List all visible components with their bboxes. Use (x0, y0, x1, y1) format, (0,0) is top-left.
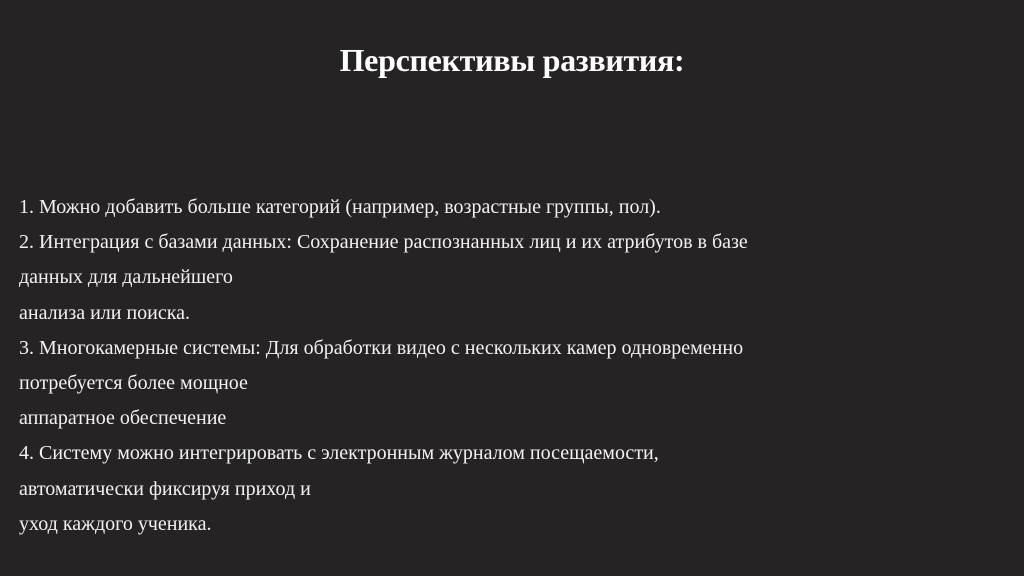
body-line-2: 2. Интеграция с базами данных: Сохранение распознанных лиц и их атрибутов в базе (19, 231, 748, 254)
body-line-7: аппаратное обеспечение (19, 407, 227, 430)
body-line-3: данных для дальнейшего (19, 266, 233, 289)
body-line-8: 4. Систему можно интегрировать с электронным журналом посещаемости, (19, 442, 659, 465)
body-line-6: потребуется более мощное (19, 372, 248, 395)
body-line-5: 3. Многокамерные системы: Для обработки видео с нескольких камер одновременно (19, 336, 744, 359)
body-line-4: анализа или поиска. (19, 301, 191, 324)
body-line-10: уход каждого ученика. (19, 512, 212, 535)
slide-title: Перспективы развития: (339, 42, 685, 78)
slide-body (19, 190, 1009, 542)
body-line-1: 1. Можно добавить больше категорий (например, возрастные группы, пол). (19, 196, 661, 218)
body-line-9: автоматически фиксируя приход и (19, 477, 311, 500)
